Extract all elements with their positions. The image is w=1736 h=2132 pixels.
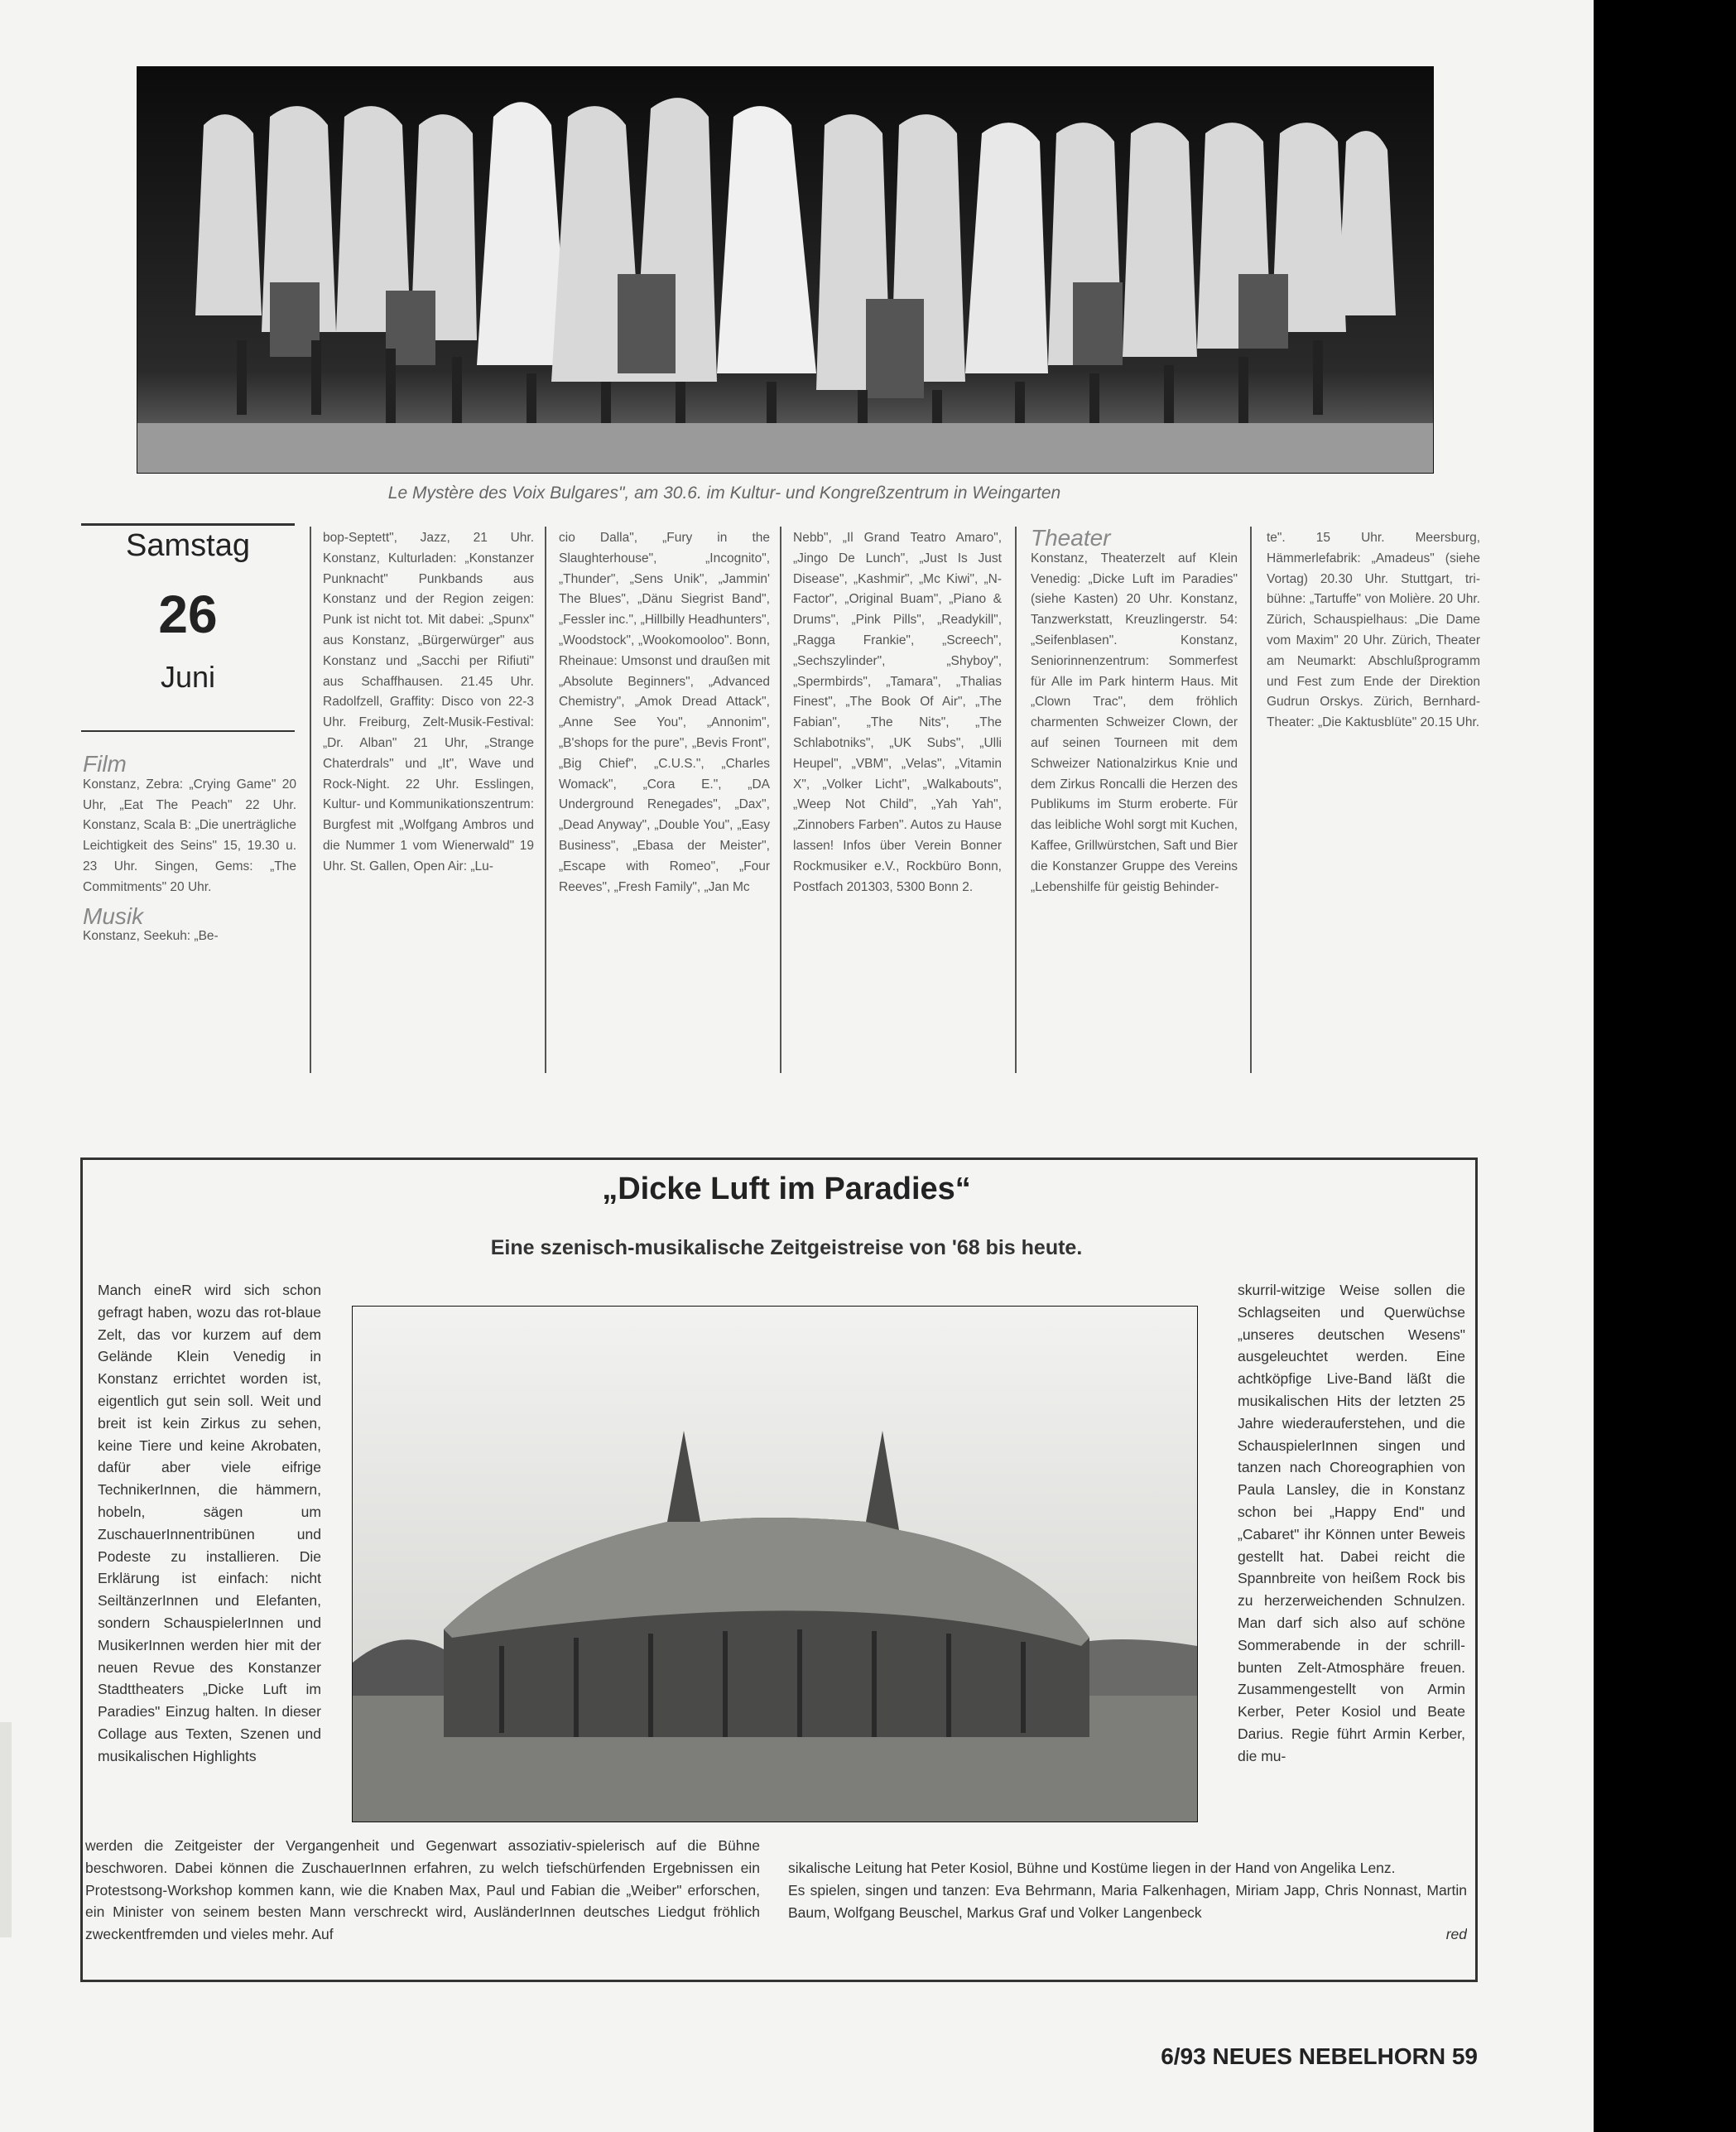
musik-listings-start: Konstanz, Seekuh: „Be-: [83, 929, 219, 944]
listing-column-5: [1031, 528, 1238, 1075]
cast-paragraph: Es spielen, singen und tanzen: Eva Behrmann, Maria Falkenhagen, Miriam Japp, Chris Nonnast, Martin Baum, Wolfgang Beuschel, Markus Graf und Volker Langenbeck: [788, 1881, 1467, 1921]
column-divider: [1250, 527, 1252, 1073]
photo-caption: Le Mystère des Voix Bulgares", am 30.6. im Kultur- und Kongreßzentrum in Weingarten: [387, 484, 1061, 503]
section-heading-theater: Theater: [1031, 528, 1111, 551]
article-right-column: skurril-witzige Weise sollen die Schlagseiten und Querwüchse „unseres deutschen Wesens" ausgeleuchtet werden. Eine achtköpfige Live-Band läßt die musikalischen Hits der letzten 25 Jahre wiederauferstehen, und die SchauspielerInnen singen und tanzen nach Choreographien von Paula Lansley, die in Konstanz schon bei „Happy End" und „Cabaret" ihr Können unter Beweis gestellt hat. Dabei reicht die Spannbreite von heißem Rock bis zu herzerweichenden Schnulzen. Man darf sich also auf schöne Sommerabende in der schrill-bunten Zelt-Atmosphäre freuen. Zusammengestellt von Armin Kerber, Peter Kosiol und Beate Darius. Regie führt Armin Kerber, die mu-: [1238, 1282, 1465, 1764]
column-divider: [310, 527, 311, 1073]
tent-photo: [352, 1306, 1198, 1822]
date-bottom-rule: [81, 730, 295, 732]
listing-column-1: [83, 749, 296, 1064]
article-left-column: Manch eineR wird sich schon gefragt haben, wozu das rot-blaue Zelt, das vor kurzem auf dem Gelände Klein Venedig in Konstanz errichtet worden ist, eigentlich gut sein soll. Weit und breit ist kein Zirkus zu sehen, keine Tiere und keine Akrobaten, dafür aber viele eifrige TechnikerInnen, die hämmern, hobeln, sägen um ZuschauerInnentribünen und Podeste zu installieren. Die Erklärung ist einfach: nicht SeiltänzerInnen und Elefanten, sondern SchauspielerInnen und MusikerInnen werden hier mit der neuen Revue des Konstanzer Stadttheaters „Dicke Luft im Paradies" Einzug halten. In dieser Collage aus Texten, Szenen und musikalischen Highlights: [98, 1282, 321, 1764]
article-title: „Dicke Luft im Paradies“: [602, 1172, 971, 1206]
article-bottom-right: [788, 1857, 1467, 1973]
date-box: [81, 525, 295, 695]
section-heading-film: Film: [83, 751, 127, 777]
page-edge-tear: [0, 1722, 12, 1937]
credits-paragraph: sikalische Leitung hat Peter Kosiol, Bühne und Kostüme liegen in der Hand von Angelika Lenz.: [788, 1860, 1396, 1876]
page-footer: 6/93 NEUES NEBELHORN 59: [1161, 2043, 1478, 2069]
column-divider: [780, 527, 781, 1073]
film-listings: Konstanz, Zebra: „Crying Game" 20 Uhr, „Eat The Peach" 22 Uhr. Konstanz, Scala B: „Die unerträgliche Leichtigkeit des Seins" 15, 19.30 u. 23 Uhr. Singen, Gems: „The Commitments" 20 Uhr.: [83, 777, 296, 894]
listing-column-4: Nebb", „Il Grand Teatro Amaro", „Jingo De Lunch", „Just Is Just Disease", „Kashmir", „Mc Kiwi", „N-Factor", „Original Buam", „Piano & Drums", „Pink Pills", „Readykill", „Ragga Frankie", „Screech", „Sechszylinder", „Shyboy", „Spermbirds", „Tamara", „Thalias Finest", „The Book Of Air", „The Fabian", „The Nits", „The Schlabotniks", „UK Subs", „Ulli Heupel", „VBM", „Velas", „Vitamin X", „Volker Licht", „Walkabouts", „Weep Not Child", „Yah Yah", „Zinnobers Farben". Autos zu Hause lassen! Infos über Verein Bonner Rockmusiker e.V., Rockbüro Bonn, Postfach 201303, 5300 Bonn 2.: [793, 531, 1002, 894]
column-divider: [545, 527, 546, 1073]
listing-column-3: cio Dalla", „Fury in the Slaughterhouse", „Incognito", „Thunder", „Sens Unik", „Jammin' The Blues", „Dänu Siegrist Band", „Fessler inc.", „Hillbilly Headhunters", „Woodstock", „Wookomooloo". Bonn, Rheinaue: Umsonst und draußen mit „Absolute Beginners", „Advanced Chemistry", „Amok Dread Attack", „Anne See You", „Annonim", „B'shops for the pure", „Bevis Front", „Big Chief", „C.U.S.", „Charles Womack", „Cora E.", „DA Underground Renegades", „Dax", „Dead Anyway", „Double You", „Easy Business", „Ebasa der Meister", „Escape with Romeo", „Four Reeves", „Fresh Family", „Jan Mc: [559, 531, 770, 894]
article-subtitle: Eine szenisch-musikalische Zeitgeistreise von '68 bis heute.: [490, 1236, 1083, 1259]
author-signature: red: [1445, 1926, 1467, 1943]
date-day-number: 26: [158, 585, 218, 644]
listing-column-2: bop-Septett", Jazz, 21 Uhr. Konstanz, Kulturladen: „Konstanzer Punknacht" Punkbands aus Konstanz und der Region zeigen: Punk ist nicht tot. Mit dabei: „Spunx" aus Konstanz, „Bürgerwürger" aus Konstanz und „Sacchi per Rifiuti" aus Schaffhausen. 21.45 Uhr. Radolfzell, Graffity: Disco von 22-3 Uhr. Freiburg, Zelt-Musik-Festival: „Dr. Alban" 21 Uhr, „Strange Chaterdrals" und „It", Wave und Rock-Night. 22 Uhr. Esslingen, Kultur- und Kommunikationszentrum: Burgfest mit „Wolfgang Ambros und die Nummer 1 vom Wienerwald" 19 Uhr. St. Gallen, Open Air: „Lu-: [323, 531, 534, 873]
date-month: Juni: [160, 660, 216, 694]
choir-photo: [137, 66, 1434, 474]
column-divider: [1015, 527, 1017, 1073]
listing-column-6: te". 15 Uhr. Meersburg, Hämmerlefabrik: „Amadeus" (siehe Vortag) 20.30 Uhr. Stuttgart, tri-bühne: „Tartuffe" von Molière. 20 Uhr. Zürich, Schauspielhaus: „Die Dame vom Maxim" 20 Uhr. Zürich, Theater am Neumarkt: Abschlußprogramm und Fest zum Ende der Direktion Gudrun Orskys. Zürich, Bernhard-Theater: „Die Kaktusblüte" 20.15 Uhr.: [1267, 531, 1480, 730]
section-heading-musik: Musik: [83, 902, 144, 929]
article-bottom-left: werden die Zeitgeister der Vergangenheit und Gegenwart assoziativ-spielerisch auf die Bühne beschworen. Dabei können die ZuschauerInnen erfahren, zu welch tiefschürfenden Ergebnissen ein Protestsong-Workshop kommen kann, wie die Knaben Max, Paul und Fabian die „Weiber" erforschen, ein Minister von seinem besten Mann verschreckt wird, AusländerInnen deutsches Liedgut fröhlich zweckentfremden und vieles mehr. Auf: [85, 1837, 760, 1943]
theater-listings: Konstanz, Theaterzelt auf Klein Venedig: „Dicke Luft im Paradies" (siehe Kasten) 20 Uhr. Konstanz, Tanzwerkstatt, Kreuzlingerstr. 54: „Seifenblasen". Konstanz, Seniorinnenzentrum: Sommerfest für Alle im Park hinterm Haus. Mit „Clown Trac", dem fröhlich charmenten Schweizer Clown, der auf seinen Tourneen mit dem Schweizer Nationalzirkus Knie und dem Zirkus Roncalli die Herzen des Publikums im Sturm eroberte. Für das leibliche Wohl sorgt mit Kuchen, Kaffee, Grillwürstchen, Saft und Bier die Konstanzer Gruppe des Vereins „Lebenshilfe für geistig Behinder-: [1031, 551, 1238, 894]
date-weekday: Samstag: [126, 528, 250, 563]
